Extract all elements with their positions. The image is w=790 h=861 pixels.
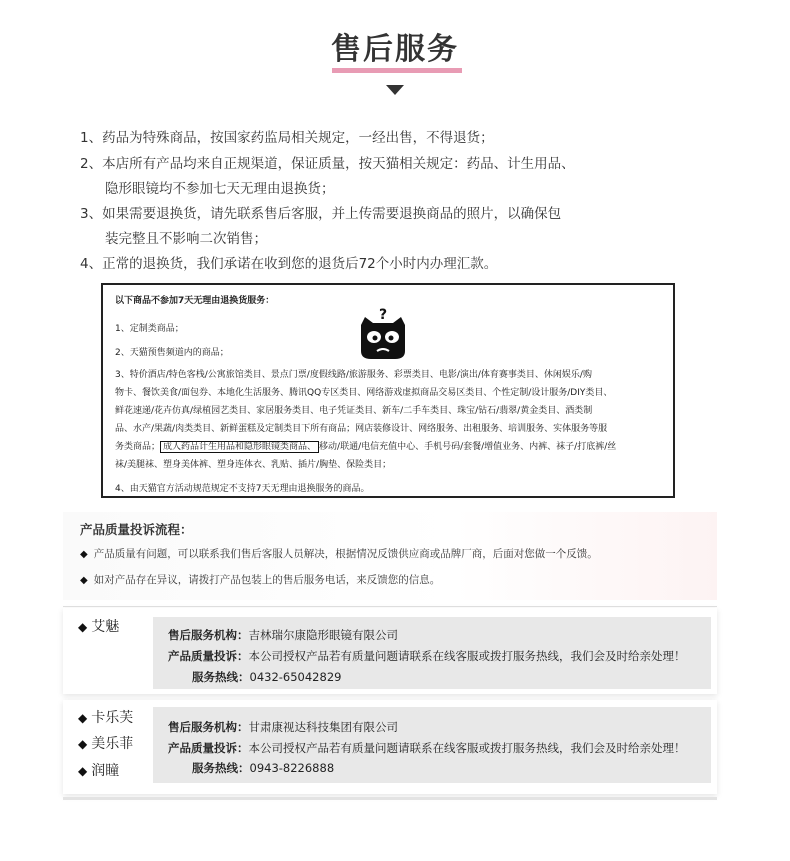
- hotline-row: [192, 669, 341, 685]
- page-title: 售后服务: [331, 32, 459, 67]
- exclusion-heading: 以下商品不参加7天无理由退换货服务：: [115, 296, 275, 306]
- brand-name-text: 艾魅: [91, 619, 120, 635]
- diamond-bullet-icon: ◆: [80, 575, 88, 586]
- policy-line-2: 2、本店所有产品均来自正规渠道，保证质量，按天猫相关规定：药品、计生用品、: [80, 156, 575, 172]
- exclusion-item-3-line-1: 3、特价酒店/特色客栈/公寓旅馆类目、景点门票/度假线路/旅游服务、彩票类目、电影/演出/体育赛事类目、休闲娱乐/购: [115, 370, 592, 380]
- hotline-value: 0432-65042829: [249, 670, 342, 684]
- quality-value: 本公司授权产品若有质量问题请联系在线客服或拨打服务热线，我们会及时给亲处理！: [248, 649, 686, 663]
- policy-line-1: 1、药品为特殊商品，按国家药监局相关规定，一经出售，不得退货；: [80, 130, 494, 146]
- complaint-line-1: [80, 546, 598, 561]
- policy-line-3b: 装完整且不影响二次销售；: [105, 231, 267, 247]
- brand-name: [78, 760, 119, 780]
- quality-label: 产品质量投诉：: [168, 741, 249, 755]
- brand-name: [78, 616, 119, 636]
- agency-row: [168, 627, 398, 643]
- exclusion-item-3-line-3: 鲜花速递/花卉仿真/绿植园艺类目、家居服务类目、电子凭证类目、新车/二手车类目、珠宝/钻石/翡翠/黄金类目、酒类制: [115, 406, 593, 416]
- quality-value: 本公司授权产品若有质量问题请联系在线客服或拨打服务热线，我们会及时给亲处理！: [248, 741, 686, 755]
- exclusion-item-3-line-2: 物卡、餐饮美食/面包券、本地化生活服务、腾讯QQ专区类目、网络游戏虚拟商品交易区类目、个性定制/设计服务/DIY类目、: [115, 388, 613, 398]
- diamond-bullet-icon: ◆: [80, 549, 88, 560]
- agency-value: 吉林瑞尔康隐形眼镜有限公司: [248, 628, 398, 642]
- agency-row: [168, 719, 398, 735]
- mascot-question-mark: ?: [379, 307, 388, 323]
- brand-separator: [63, 606, 717, 607]
- agency-value: 甘肃康视达科技集团有限公司: [248, 720, 398, 734]
- exclusion-item-4: 4、由天猫官方活动规范规定不支持7天无理由退换服务的商品。: [115, 484, 370, 494]
- policy-line-3: 3、如果需要退换货，请先联系售后客服，并上传需要退换商品的照片，以确保包: [80, 206, 562, 222]
- brand-name: [78, 733, 133, 753]
- exclusion-item-3-line-4: 品、水产/果蔬/肉类类目、新鲜蛋糕及定制类目下所有商品；网店装修设计、网络服务、出租服务、培训服务、实体服务等服: [115, 424, 608, 434]
- policy-line-4: 4、正常的退换货，我们承诺在收到您的退货后72个小时内办理汇款。: [80, 256, 498, 272]
- hotline-row: [192, 760, 334, 776]
- diamond-bullet-icon: ◆: [78, 764, 88, 778]
- bottom-divider: [63, 797, 717, 800]
- brand-name: [78, 707, 133, 727]
- down-arrow-icon: [386, 85, 404, 95]
- exclusion-notice-box: [101, 283, 675, 498]
- exclusion-highlight: 成人药品计生用品和隐形眼镜类商品、: [160, 441, 319, 453]
- hotline-label: 服务热线：: [192, 761, 250, 775]
- brand-name-text: 美乐菲: [91, 736, 134, 752]
- diamond-bullet-icon: ◆: [78, 620, 88, 634]
- brand-name-text: 卡乐芙: [91, 710, 134, 726]
- hotline-label: 服务热线：: [192, 670, 250, 684]
- exclusion-item-3-line-5: [115, 439, 616, 452]
- complaint-line-1-text: 产品质量有问题，可以联系我们售后客服人员解决，根据情况反馈供应商或品牌厂商，后面对您做一个反馈。: [93, 548, 598, 560]
- exclusion-item-3-post: 移动/联通/电信充值中心、手机号码/套餐/增值业务、内裤、袜子/打底裤/丝: [319, 442, 617, 452]
- complaint-title: 产品质量投诉流程：: [80, 522, 193, 537]
- title-underline: [332, 68, 462, 73]
- quality-label: 产品质量投诉：: [168, 649, 249, 663]
- complaint-line-2-text: 如对产品存在异议，请拨打产品包装上的售后服务电话，来反馈您的信息。: [93, 574, 441, 586]
- diamond-bullet-icon: ◆: [78, 737, 88, 751]
- tmall-cat-question-icon: [355, 307, 411, 367]
- policy-line-2b: 隐形眼镜均不参加七天无理由退换货；: [105, 181, 335, 197]
- exclusion-item-1: 1、定制类商品；: [115, 324, 184, 334]
- agency-label: 售后服务机构：: [168, 720, 249, 734]
- complaint-line-2: [80, 572, 440, 587]
- exclusion-item-3-line-6: 袜/美腿袜、塑身美体裤、塑身连体衣、乳贴、插片/胸垫、保险类目；: [115, 460, 392, 470]
- diamond-bullet-icon: ◆: [78, 711, 88, 725]
- agency-label: 售后服务机构：: [168, 628, 249, 642]
- quality-row: [168, 648, 686, 664]
- brand-name-text: 润瞳: [91, 763, 120, 779]
- exclusion-item-2: 2、天猫预售频道内的商品；: [115, 348, 229, 358]
- hotline-value: 0943-8226888: [249, 761, 335, 775]
- quality-row: [168, 740, 686, 756]
- exclusion-item-3-pre: 务类商品；: [115, 442, 161, 452]
